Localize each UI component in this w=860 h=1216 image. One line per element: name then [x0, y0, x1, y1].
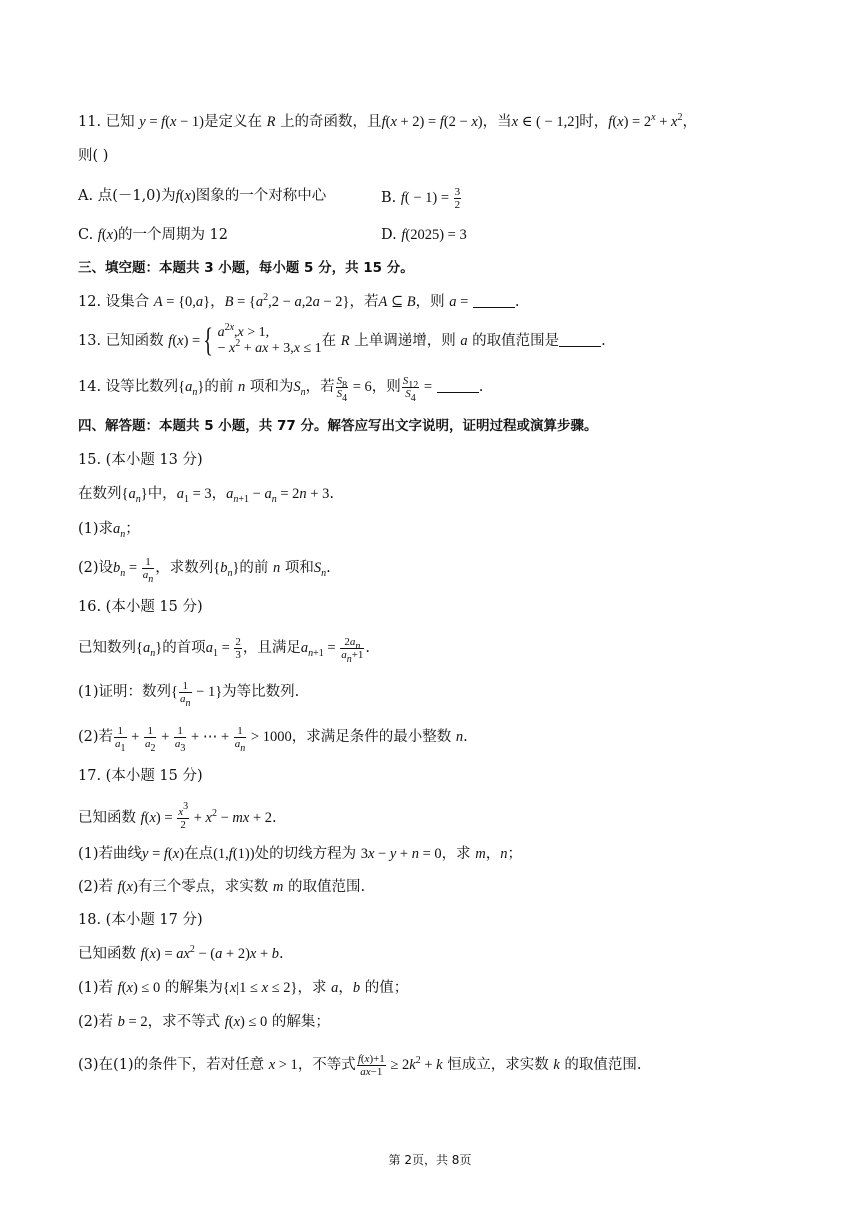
answer-blank[interactable] — [559, 332, 601, 347]
q14: 14. 设等比数列$\{a_n\}$的前 n 项和为$S_n$，若 $\frac{S_8}{S_4}$ = 6，则 $\frac{S_{12}}{S_4}$ = . — [78, 375, 484, 404]
q15-heading: 15. (本小题 13 分) — [78, 452, 203, 468]
q11-stem: 11. 已知 y = f(x − 1)是定义在 R 上的奇函数，且f(x + 2) = f(2 − x)，当x ∈ ( − 1,2]时，$f(x) = 2^x + x^2$， — [78, 112, 697, 130]
answer-blank[interactable] — [437, 378, 479, 393]
q12: 12. 设集合 A = {0,a}，$B = \{a^2,2 - a,2a - 2\}$，若A ⊆ B，则 a = . — [78, 292, 520, 310]
q11-option-d: D. f(2025) = 3 — [381, 227, 467, 243]
answer-blank[interactable] — [473, 293, 515, 308]
q15-part-2: (2)设$b_n$ = $\frac{1}{a_n}$ ，求数列$\{b_n\}$的前 n 项和$S_n$. — [78, 556, 331, 585]
q18-part-1: (1)若 f(x) ≤ 0 的解集为{x|1 ≤ x ≤ 2}，求 a，b 的值； — [78, 980, 409, 996]
q11-option-b: B. f( − 1) = $\frac{3}{2}$ — [381, 186, 461, 211]
q13: 13. 已知函数 f ( x ) = { $a^{2x},x > 1$, − $x^2$ + ax + 3,x ≤ 1 在 R 上单调递增，则 a 的取值范围是 . — [78, 322, 606, 359]
q15-part-1: (1)求$a_n$； — [78, 521, 140, 540]
q18-part-2: (2)若 b = 2，求不等式 f(x) ≤ 0 的解集； — [78, 1014, 330, 1030]
q17-stem: 已知函数 f(x) = $\frac{x^3}{2}$ + $x^2$ − mx + 2. — [78, 801, 277, 831]
section-3-heading: 三、填空题：本题共 3 小题，每小题 5 分，共 15 分。 — [78, 260, 414, 276]
q18-heading: 18. (本小题 17 分) — [78, 912, 203, 928]
q11-option-c: C. f(x)的一个周期为 12 — [78, 227, 229, 243]
section-4-heading: 四、解答题：本题共 5 小题，共 77 分。解答应写出文字说明，证明过程或演算步骤。 — [78, 418, 598, 434]
q18-stem: 已知函数 $f(x) = ax^2 - (a + 2)x + b$. — [78, 944, 284, 962]
q16-stem: 已知数列$\{a_n\}$的首项$a_1$ = $\frac{2}{3}$ ，且满足$a_{n+1}$ = $\frac{2a_n}{a_n+1}$ . — [78, 636, 371, 665]
q16-heading: 16. (本小题 15 分) — [78, 599, 203, 615]
q17-heading: 17. (本小题 15 分) — [78, 768, 203, 784]
q17-part-2: (2)若 f(x)有三个零点，求实数 m 的取值范围. — [78, 879, 366, 895]
page-footer: 第 2页，共 8页 — [388, 1153, 472, 1167]
q18-part-3: (3)在(1)的条件下，若对任意 x > 1，不等式 $\frac{f(x)+1}{ax-1}$ ≥ $2k^2 + k$ 恒成立，求实数 k 的取值范围. — [78, 1053, 642, 1078]
q11-then: 则( ) — [78, 148, 109, 164]
q11-option-a: A. 点(－1,0)为f(x)图象的一个对称中心 — [78, 188, 327, 204]
q16-part-2: (2)若 $\frac{1}{a_1}$ + $\frac{1}{a_2}$ + $\frac{1}{a_3}$ + ⋯ + $\frac{1}{a_n}$ > 1000，求满足条件的最小整数 n. — [78, 725, 468, 754]
q16-part-1: (1)证明：数列{ $\frac{1}{a_n}$ − 1}为等比数列. — [78, 680, 300, 709]
q15-stem: 在数列$\{a_n\}$中，$a_1 = 3$，$a_{n+1} - a_n = 2n + 3$. — [78, 486, 334, 505]
q17-part-1: (1)若曲线y = f(x)在点(1,f(1))处的切线方程为 3x − y + n = 0，求 m，n； — [78, 846, 522, 862]
